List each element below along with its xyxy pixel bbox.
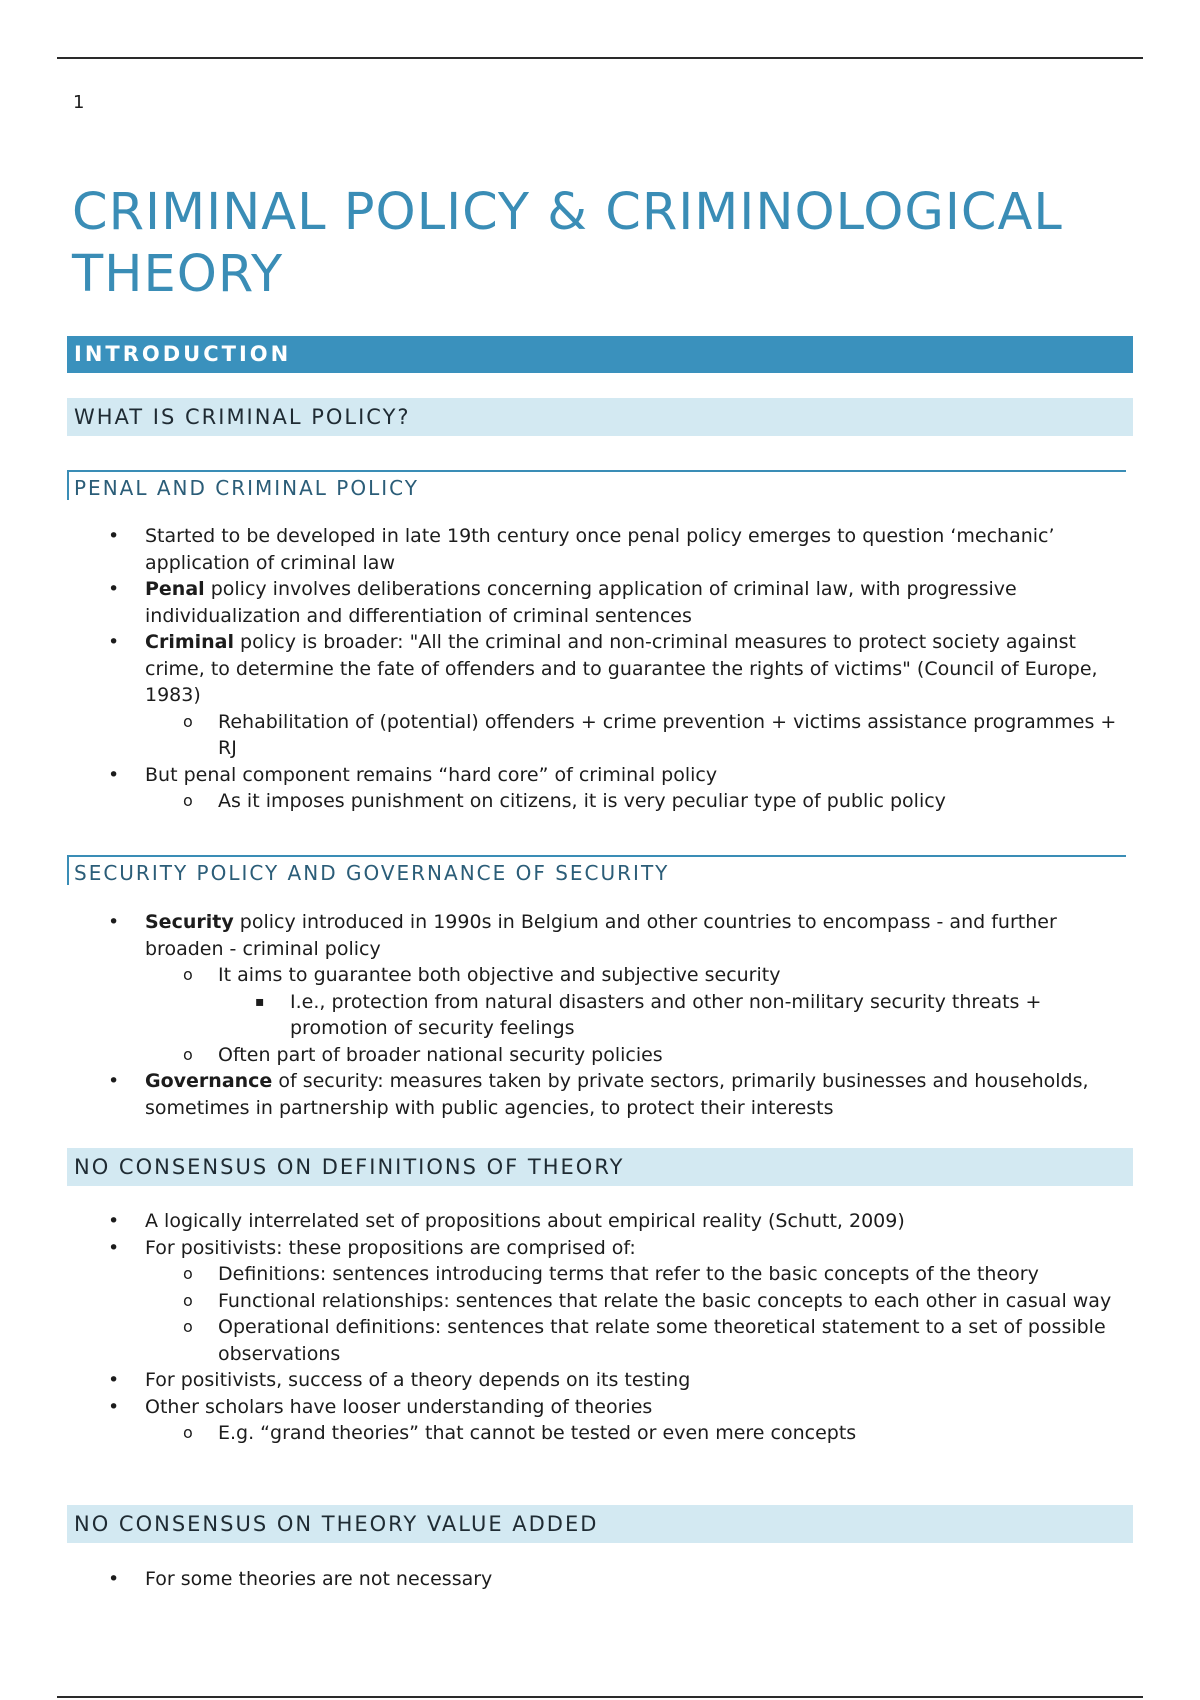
heading-what-is-criminal-policy: WHAT IS CRIMINAL POLICY? (67, 398, 1133, 436)
list-item (0, 1394, 1200, 1421)
list-item-text: But penal component remains “hard core” of criminal policy (145, 763, 718, 786)
list-subitem (0, 788, 1200, 815)
list-item-text: Functional relationships: sentences that relate the basic concepts to each other in casual way (218, 1289, 1112, 1312)
theory-value-list (0, 1566, 1200, 1593)
list-item (0, 1367, 1200, 1394)
list-item (0, 1566, 1200, 1593)
list-item (0, 629, 1200, 709)
list-subitem (0, 1420, 1200, 1447)
list-item-bold-term: Penal (145, 578, 205, 600)
list-subitem (0, 1042, 1200, 1069)
list-item-text: Definitions: sentences introducing terms that refer to the basic concepts of the theory (218, 1263, 1039, 1285)
list-item-text: Operational definitions: sentences that relate some theoretical statement to a set of possible observations (218, 1316, 1106, 1365)
list-item-text: For some theories are not necessary (145, 1568, 493, 1590)
subheading-penal-and-criminal-policy: PENAL AND CRIMINAL POLICY (67, 470, 1126, 500)
list-item-text: Other scholars have looser understanding of theories (145, 1395, 653, 1418)
theory-definitions-list (0, 1208, 1200, 1447)
list-subitem (0, 1288, 1200, 1315)
title-line-1: CRIMINAL POLICY & CRIMINOLOGICAL (72, 183, 1063, 242)
list-item-text: It aims to guarantee both objective and subjective security (218, 964, 781, 986)
list-subsubitem (0, 989, 1200, 1042)
list-item (0, 1235, 1200, 1262)
list-item-text: Often part of broader national security policies (218, 1043, 663, 1066)
title-line-2: THEORY (72, 245, 284, 304)
list-subitem (0, 709, 1200, 762)
list-item-bold-term: Criminal (145, 631, 234, 653)
top-rule (57, 57, 1143, 59)
penal-policy-list (0, 523, 1200, 815)
heading-no-consensus-definitions: NO CONSENSUS ON DEFINITIONS OF THEORY (67, 1148, 1133, 1186)
document-title (72, 182, 1132, 306)
subheading-security-policy: SECURITY POLICY AND GOVERNANCE OF SECURITY (67, 855, 1126, 885)
list-item-text: policy introduced in 1990s in Belgium and other countries to encompass - and further broaden - criminal policy (145, 911, 1057, 960)
list-item-text: For positivists, success of a theory depends on its testing (145, 1369, 691, 1391)
list-subitem (0, 1261, 1200, 1288)
heading-no-consensus-value-added: NO CONSENSUS ON THEORY VALUE ADDED (67, 1505, 1133, 1543)
list-subitem (0, 1314, 1200, 1367)
list-item-text: of security: measures taken by private sectors, primarily businesses and households, sometimes in partnership with public agencies, to protect their interests (145, 1070, 1089, 1119)
list-item (0, 576, 1200, 629)
list-item-text: For positivists: these propositions are comprised of: (145, 1236, 636, 1259)
security-policy-list (0, 909, 1200, 1121)
list-item (0, 909, 1200, 962)
page-number: 1 (73, 92, 85, 113)
list-item (0, 523, 1200, 576)
list-item-text: policy involves deliberations concerning application of criminal law, with progressive individualization and differentiation of criminal sentences (145, 578, 1017, 627)
list-item-text: A logically interrelated set of propositions about empirical reality (Schutt, 2009) (145, 1210, 905, 1232)
list-item (0, 1208, 1200, 1235)
list-item-text: E.g. “grand theories” that cannot be tested or even mere concepts (218, 1422, 857, 1444)
list-item-text: Started to be developed in late 19th century once penal policy emerges to question ‘mechanic’ application of criminal law (145, 525, 1055, 574)
list-item-text: Rehabilitation of (potential) offenders + crime prevention + victims assistance programmes + RJ (218, 710, 1117, 759)
list-item-bold-term: Governance (145, 1070, 273, 1092)
list-item-bold-term: Security (145, 911, 234, 933)
list-item (0, 1068, 1200, 1121)
list-item-text: As it imposes punishment on citizens, it is very peculiar type of public policy (218, 790, 946, 812)
list-item-text: I.e., protection from natural disasters and other non-military security threats + promotion of security feelings (290, 990, 1042, 1039)
list-subitem (0, 962, 1200, 989)
bottom-rule (57, 1696, 1143, 1698)
list-item (0, 762, 1200, 789)
list-item-text: policy is broader: "All the criminal and non-criminal measures to protect society against crime, to determine the fate of offenders and to guarantee the rights of victims" (Council of Europe, 1983) (145, 631, 1098, 706)
heading-introduction: INTRODUCTION (67, 336, 1133, 373)
